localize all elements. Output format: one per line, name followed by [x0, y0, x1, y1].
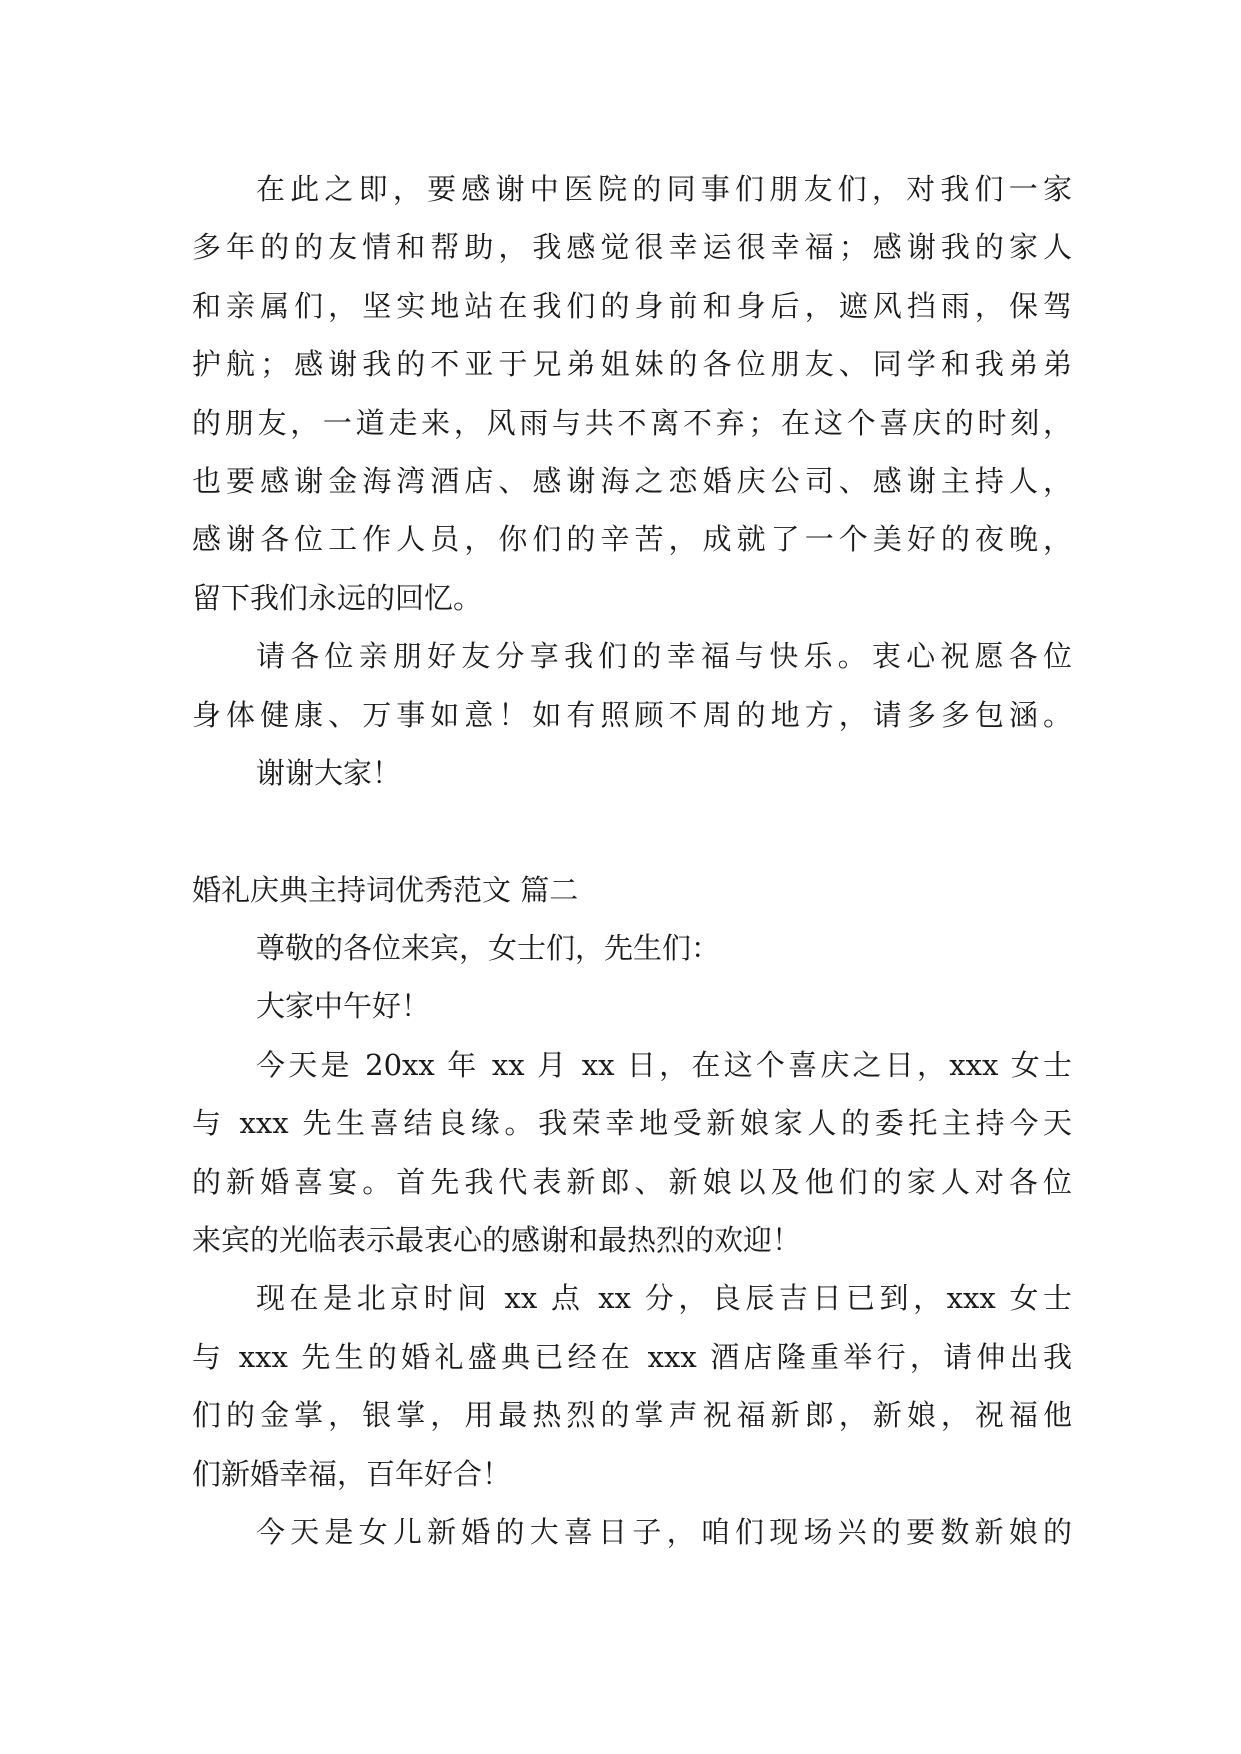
text-line: 多年的的友情和帮助，我感觉很幸运很幸福；感谢我的家人	[192, 230, 1072, 265]
text-line: 请各位亲朋好友分享我们的幸福与快乐。衷心祝愿各位	[256, 639, 1072, 674]
text-line: 的朋友，一道走来，风雨与共不离不弃；在这个喜庆的时刻，	[192, 405, 1072, 440]
paragraph-wishes	[192, 627, 1072, 744]
text-line: 谢谢大家！	[256, 755, 402, 790]
section-heading: 婚礼庆典主持词优秀范文 篇二	[192, 872, 579, 907]
text-line: 今天是女儿新婚的大喜日子，咱们现场兴的要数新娘的	[256, 1514, 1072, 1549]
text-line: 们新婚幸福，百年好合！	[192, 1456, 512, 1491]
text-line: 尊敬的各位来宾，女士们，先生们：	[256, 931, 721, 966]
document-page	[192, 160, 1072, 1561]
text-line: 留下我们永远的回忆。	[192, 580, 483, 615]
text-line: 与 xxx 先生的婚礼盛典已经在 xxx 酒店隆重举行，请伸出我	[192, 1339, 1072, 1374]
paragraph-thanks	[192, 160, 1072, 627]
paragraph-greeting	[192, 977, 1072, 1035]
text-line: 护航；感谢我的不亚于兄弟姐妹的各位朋友、同学和我弟弟	[192, 347, 1072, 382]
text-line: 在此之即，要感谢中医院的同事们朋友们，对我们一家	[256, 172, 1072, 206]
section-spacer	[192, 802, 1072, 860]
paragraph-salutation	[192, 919, 1072, 977]
paragraph-introduction	[192, 1036, 1072, 1270]
text-line: 身体健康、万事如意！如有照顾不周的地方，请多多包涵。	[192, 697, 1072, 732]
text-line: 和亲属们，坚实地站在我们的身前和身后，遮风挡雨，保驾	[192, 288, 1072, 323]
text-line: 也要感谢金海湾酒店、感谢海之恋婚庆公司、感谢主持人，	[192, 463, 1072, 498]
paragraph-closing	[192, 744, 1072, 802]
text-line: 感谢各位工作人员，你们的辛苦，成就了一个美好的夜晚，	[192, 522, 1072, 557]
text-line: 的新婚喜宴。首先我代表新郎、新娘以及他们的家人对各位	[192, 1164, 1072, 1199]
text-line: 来宾的光临表示最衷心的感谢和最热烈的欢迎！	[192, 1223, 802, 1258]
text-line: 们的金掌，银掌，用最热烈的掌声祝福新郎，新娘，祝福他	[192, 1398, 1072, 1433]
text-line: 与 xxx 先生喜结良缘。我荣幸地受新娘家人的委托主持今天	[192, 1106, 1072, 1141]
paragraph-bride	[192, 1503, 1072, 1561]
text-line: 现在是北京时间 xx 点 xx 分，良辰吉日已到，xxx 女士	[256, 1281, 1072, 1316]
paragraph-ceremony	[192, 1269, 1072, 1503]
text-line: 大家中午好！	[256, 989, 431, 1024]
text-line: 今天是 20xx 年 xx 月 xx 日，在这个喜庆之日，xxx 女士	[256, 1047, 1072, 1082]
